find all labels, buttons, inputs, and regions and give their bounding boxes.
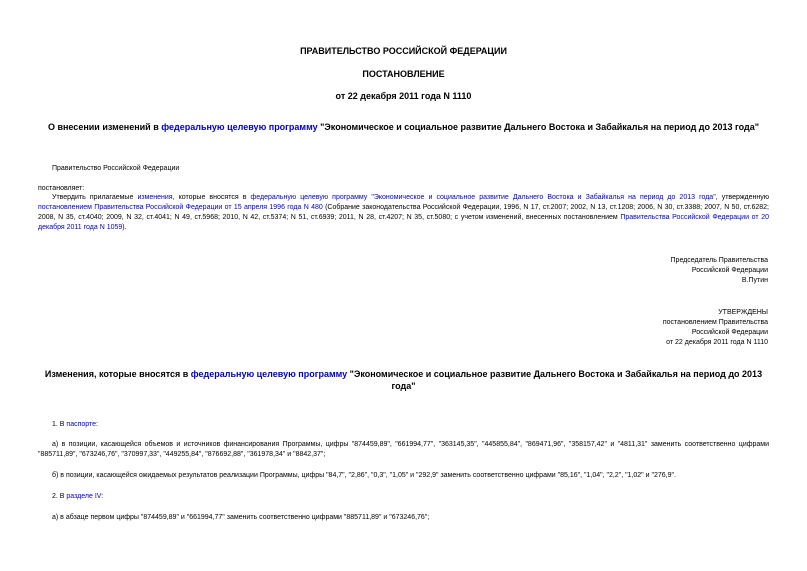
approval-line-1: УТВЕРЖДЕНЫ — [718, 309, 768, 316]
intro-text: Правительство Российской Федерации — [52, 165, 180, 172]
changes-program-link[interactable]: федеральную целевую программу — [190, 369, 348, 379]
signature-block — [500, 256, 768, 286]
signature-country: Российской Федерации — [691, 267, 768, 274]
approval-line-4: от 22 декабря 2011 года N 1110 — [666, 339, 768, 346]
decree-1059-link[interactable]: Правительства Российской Федерации от 20 декабря 2011 года N 1059 — [38, 214, 769, 231]
signature-name: В.Путин — [741, 277, 768, 284]
program-link[interactable]: федеральную целевую программу — [161, 122, 318, 132]
document-type-heading: ПОСТАНОВЛЕНИЕ — [362, 69, 445, 79]
decree-480-link[interactable]: постановлением Правительства Российской Федерации от 15 апреля 1996 года N 480 — [38, 204, 323, 211]
signature-position: Председатель Правительства — [670, 257, 768, 264]
section-iv-link[interactable]: разделе IV — [66, 493, 102, 500]
approval-line-3: Российской Федерации — [691, 329, 768, 336]
title-prefix: О внесении изменений в — [47, 122, 162, 132]
title-rest: "Экономическое и социальное развитие Дальнего Востока и Забайкалья на период до 2013 года" — [317, 122, 760, 132]
document-date-number: от 22 декабря 2011 года N 1110 — [335, 91, 472, 101]
item-1a-text: а) в позиции, касающейся объемов и источников финансирования Программы, цифры "874459,89", "661994,77", "363145,35", "445855,84", "869471,96", "358157,42" и "4811,31" заменить соответственно цифрами "885711,89", "673246,76", "370997,33", "449255,84", "876692,88", "361978,34" и "8842,37"; — [38, 441, 769, 458]
approval-block — [500, 308, 768, 348]
item-2a-text: а) в абзаце первом цифры "874459,89" и "661994,77" заменить соответственно цифрами "885711,89" и "673246,76"; — [52, 514, 430, 521]
changes-title: Изменения, которые вносятся в федеральную целевую программу "Экономическое и социальное развитие Дальнего Востока и Забайкалья на период до 2013 года" — [44, 369, 763, 391]
decrees-text: постановляет: — [38, 185, 85, 192]
item-2-heading: 2. В разделе IV: — [52, 493, 104, 500]
federal-program-link[interactable]: федеральную целевую программу "Экономическое и социальное развитие Дальнего Востока и Забайкалья на период до 2013 года" — [250, 194, 716, 201]
passport-link[interactable]: паспорте — [66, 421, 97, 428]
main-paragraph: Утвердить прилагаемые изменения, которые вносятся в федеральную целевую программу "Экономическое и социальное развитие Дальнего Востока и Забайкалья на период до 2013 года", утвержденную постановлением Правительства Российской Федерации от 15 апреля 1996 года N 480 (Собрание законодательства Российской Федерации, 1996, N 17, ст.2007; 2002, N 13, ст.1208; 2006, N 30, ст.3388; 2007, N 50, ст.6282; 2008, N 35, ст.4040; 2009, N 32, ст.4041; N 49, ст.5968; 2010, N 42, ст.5374; N 51, ст.6939; 2011, N 28, ст.4207; N 35, ст.5080; с учетом изменений, внесенных постановлением Правительства Российской Федерации от 20 декабря 2011 года N 1059). — [38, 194, 769, 231]
changes-link[interactable]: изменения — [137, 194, 173, 201]
government-heading: ПРАВИТЕЛЬСТВО РОССИЙСКОЙ ФЕДЕРАЦИИ — [300, 46, 507, 56]
item-1b-text: б) в позиции, касающейся ожидаемых результатов реализации Программы, цифры "84,7", "2,86", "0,3", "1,05" и "292,9" заменить соответственно цифрами "85,16", "1,04", "2,2", "1,02" и "276,9". — [52, 472, 676, 479]
document-title — [20, 122, 787, 132]
item-1-heading: 1. В паспорте: — [52, 421, 98, 428]
approval-line-2: постановлением Правительства — [662, 319, 768, 326]
